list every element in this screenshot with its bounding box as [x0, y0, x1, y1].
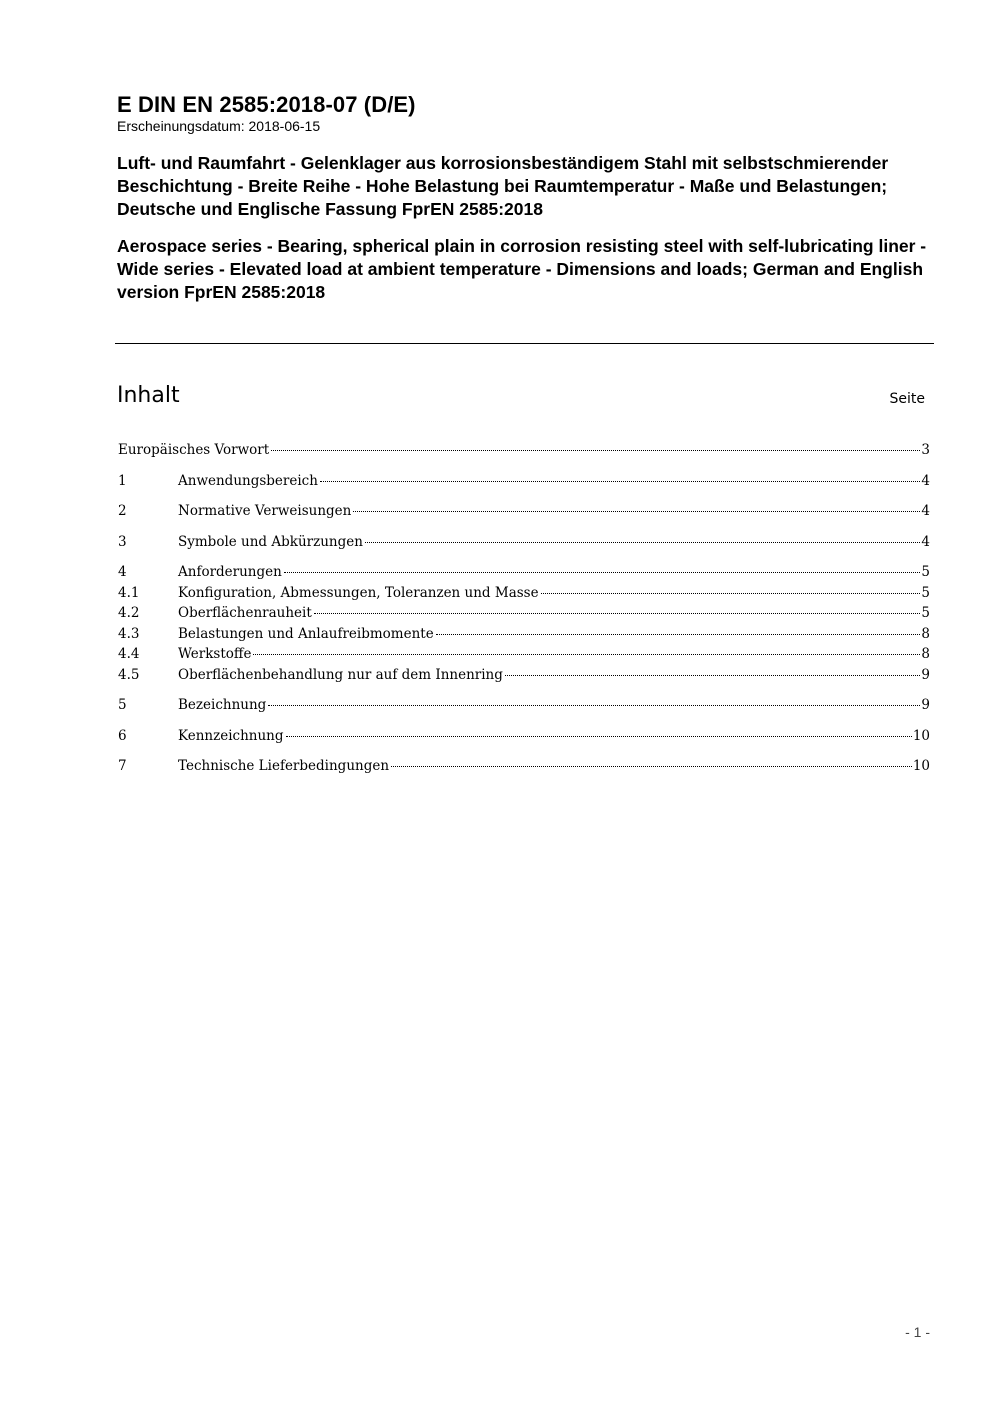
toc-entry-title: Technische Lieferbedingungen — [178, 758, 390, 774]
toc-entry-page: 8 — [921, 646, 930, 662]
toc-entry-title: Bezeichnung — [178, 697, 267, 713]
toc-leader — [391, 766, 912, 767]
toc-entry[interactable] — [118, 532, 930, 553]
toc-entry-page: 8 — [921, 625, 930, 642]
toc-entry-title: Kennzeichnung — [178, 727, 284, 744]
toc-entry[interactable] — [118, 624, 930, 645]
toc-entry-title: Normative Verweisungen — [178, 503, 352, 519]
toc-entry-title: Belastungen und Anlaufreibmomente — [178, 625, 434, 642]
toc-entry-number: 3 — [118, 533, 127, 550]
toc-entry-title: Oberflächenbehandlung nur auf dem Innenring — [178, 666, 503, 683]
document-id: E DIN EN 2585:2018-07 (D/E) — [117, 92, 416, 117]
document-header — [117, 92, 935, 304]
toc-entry-number: 4.3 — [118, 625, 140, 642]
toc-entry-title: Werkstoffe — [178, 646, 252, 662]
toc-entry-page: 10 — [912, 758, 930, 774]
toc-entry[interactable] — [118, 562, 930, 583]
header-divider — [115, 343, 934, 344]
toc-leader — [353, 511, 920, 512]
toc-leader — [320, 481, 920, 482]
toc-leader — [436, 634, 921, 635]
toc-entry-number: 5 — [118, 697, 127, 713]
toc-entry[interactable] — [118, 695, 930, 716]
toc-entry-number: 1 — [118, 472, 127, 489]
toc-entry-number: 2 — [118, 503, 127, 519]
toc-entry-number: 4.1 — [118, 584, 140, 601]
toc-leader — [505, 675, 921, 676]
toc-leader — [284, 572, 921, 573]
toc-leader — [541, 593, 921, 594]
title-german: Luft- und Raumfahrt - Gelenklager aus korrosionsbeständigem Stahl mit selbstschmierender Beschichtung - Breite Reihe - Hohe Belastung bei Raumtemperatur - Maße und Belastungen; Deutsche und Englische Fassung FprEN 2585:2018 — [117, 153, 889, 219]
toc-entry[interactable] — [118, 726, 930, 747]
toc-leader — [271, 450, 920, 451]
toc-entry[interactable] — [118, 665, 930, 686]
toc-entry-title: Anforderungen — [178, 564, 282, 580]
toc-entry-page: 4 — [921, 503, 930, 519]
toc-entry-page: 5 — [921, 564, 930, 580]
publication-date: Erscheinungsdatum: 2018-06-15 — [117, 118, 321, 134]
toc-entry-page: 3 — [921, 442, 930, 458]
toc-entry[interactable] — [118, 756, 930, 777]
toc-leader — [314, 613, 921, 614]
toc-entry[interactable] — [118, 644, 930, 665]
toc-entry-title: Europäisches Vorwort — [118, 442, 270, 458]
toc-entry-title: Konfiguration, Abmessungen, Toleranzen und Masse — [178, 584, 539, 601]
page-number: - 1 - — [905, 1324, 930, 1340]
toc-entry[interactable] — [118, 471, 930, 492]
toc-entry-title: Symbole und Abkürzungen — [178, 533, 363, 550]
toc-entry[interactable] — [118, 501, 930, 522]
toc-entry-page: 9 — [921, 666, 930, 683]
toc-entry-page: 9 — [921, 697, 930, 713]
toc-entry-page: 4 — [921, 533, 930, 550]
toc-entry[interactable] — [118, 440, 930, 461]
toc-entry-number: 4.4 — [118, 646, 140, 662]
toc-leader — [365, 542, 920, 543]
toc-entry-number: 4 — [118, 564, 127, 580]
toc-entry-number: 7 — [118, 758, 127, 774]
toc-leader — [286, 736, 912, 737]
toc-entry-page: 5 — [921, 584, 930, 601]
toc-heading: Inhalt — [117, 383, 180, 408]
table-of-contents — [118, 440, 930, 777]
toc-entry-number: 4.5 — [118, 666, 140, 683]
toc-leader — [268, 705, 920, 706]
toc-entry-number: 6 — [118, 727, 127, 744]
toc-leader — [253, 654, 920, 655]
toc-entry-title: Oberflächenrauheit — [178, 605, 312, 621]
toc-entry-page: 4 — [921, 472, 930, 489]
toc-entry[interactable] — [118, 583, 930, 604]
toc-entry-page: 5 — [921, 605, 930, 621]
toc-entry-title: Anwendungsbereich — [178, 472, 318, 489]
toc-entry-page: 10 — [912, 727, 930, 744]
title-english: Aerospace series - Bearing, spherical plain in corrosion resisting steel with self-lubricating liner - Wide series - Elevated load at ambient temperature - Dimensions and loads; German and English version FprEN 2585:2018 — [117, 236, 927, 302]
toc-entry[interactable] — [118, 603, 930, 624]
toc-page-label: Seite — [889, 391, 925, 407]
toc-entry-number: 4.2 — [118, 605, 140, 621]
